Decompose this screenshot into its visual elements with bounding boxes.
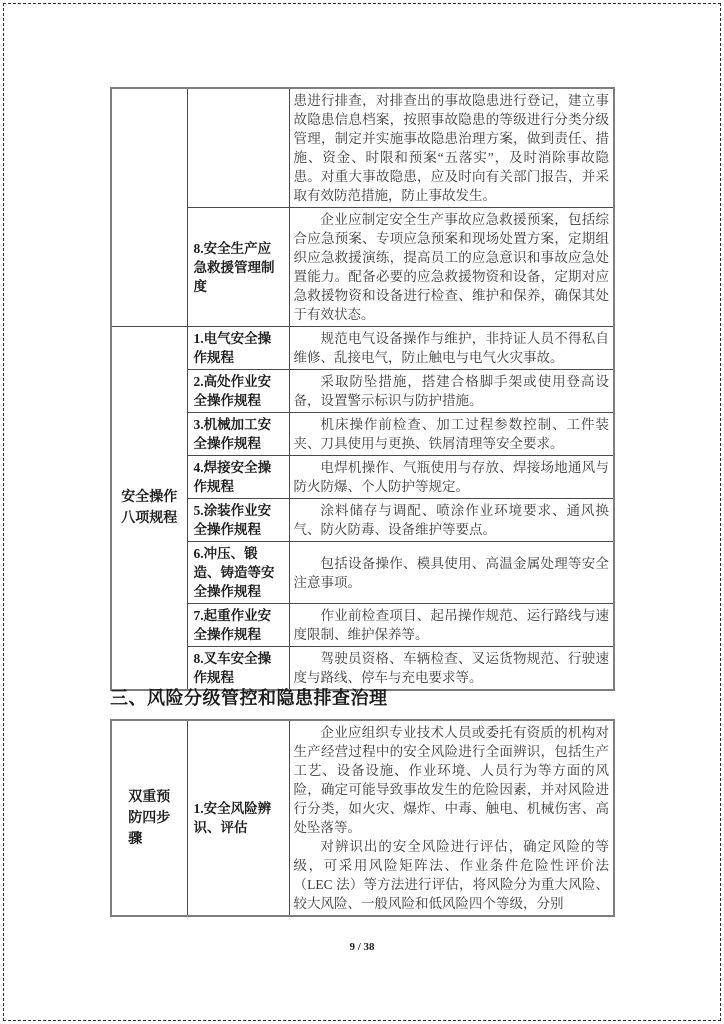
content-paragraph: 患进行排查，对排查出的事故隐患进行登记，建立事故隐患信息档案，按照事故隐患的等级进行分类分级管理，制定并实施事故隐患治理方案，做到责任、措施、资金、时限和预案“五落实”，及时消除事故隐患。对重大事故隐患，应及时向有关部门报告，并采取有效防范措施，防止事故发生。 — [293, 93, 609, 203]
category-cell-dual-prevention — [111, 720, 187, 916]
content-paragraph: 作业前检查项目、起吊操作规范、运行路线与速度限制、维护保养等。 — [293, 608, 609, 642]
content-paragraph: 企业应组织专业技术人员或委托有资质的机构对生产经营过程中的安全风险进行全面辨识，包括生产工艺、设备设施、作业环境、人员行为等方面的风险，确定可能导致事故发生的危险因素，并对风险进行分类，如火灾、爆炸、中毒、触电、机械伤害、高处坠落等。 — [293, 725, 609, 835]
item-content-cell — [289, 499, 614, 542]
item-content-cell — [289, 720, 614, 916]
management-systems-group — [111, 88, 614, 327]
table-row — [111, 456, 614, 499]
item-label-cell: 6.冲压、锻造、铸造等安全操作规程 — [187, 542, 289, 604]
item-label-cell: 1.电气安全操作规程 — [187, 327, 289, 370]
table-row — [111, 413, 614, 456]
item-label-cell: 2.高处作业安全操作规程 — [187, 370, 289, 413]
content-paragraph: 电焊机操作、气瓶使用与存放、焊接场地通风与防火防爆、个人防护等规定。 — [293, 460, 609, 494]
table-row — [111, 604, 614, 647]
item-content-cell — [289, 370, 614, 413]
item-label-cell: 5.涂装作业安全操作规程 — [187, 499, 289, 542]
item-label-cell-empty — [187, 88, 289, 208]
item-content-cell — [289, 413, 614, 456]
item-label-cell: 8.叉车安全操作规程 — [187, 647, 289, 691]
item-content-cell — [289, 327, 614, 370]
content-paragraph: 机床操作前检查、加工过程参数控制、工件装夹、刀具使用与更换、铁屑清理等安全要求。 — [293, 417, 609, 451]
dual-prevention-table — [110, 719, 615, 917]
item-content-cell — [289, 88, 614, 208]
content-paragraph: 采取防坠措施，搭建合格脚手架或使用登高设备，设置警示标识与防护措施。 — [293, 374, 609, 408]
page-number: 9 / 38 — [349, 941, 375, 953]
item-content-cell — [289, 604, 614, 647]
content-paragraph: 涂料储存与调配、喷涂作业环境要求、通风换气、防火防毒、设备维护等要点。 — [293, 503, 609, 537]
content-paragraph: 企业应制定安全生产事故应急救援预案，包括综合应急预案、专项应急预案和现场处置方案，定期组织应急救援演练，提高员工的应急意识和事故应急处置能力。配备必要的应急救援物资和设备，定期对应急救援物资和设备进行检查、维护和保养，确保其处于有效状态。 — [293, 212, 609, 322]
safety-management-table — [110, 87, 615, 691]
table-row — [111, 542, 614, 604]
item-label-cell: 3.机械加工安全操作规程 — [187, 413, 289, 456]
table-row — [111, 370, 614, 413]
category-label: 安全操作八项规程 — [121, 490, 178, 526]
item-label-cell: 7.起重作业安全操作规程 — [187, 604, 289, 647]
table-row — [111, 499, 614, 542]
item-label-cell: 8.安全生产应急救援管理制度 — [187, 208, 289, 327]
dual-prevention-group — [111, 720, 614, 916]
content-paragraph: 规范电气设备操作与维护，非持证人员不得私自维修、乱接电气，防止触电与电气火灾事故。 — [293, 331, 609, 365]
item-label-cell: 4.焊接安全操作规程 — [187, 456, 289, 499]
item-content-cell — [289, 542, 614, 604]
item-label-cell: 1.安全风险辨识、评估 — [187, 720, 289, 916]
category-cell-empty — [111, 88, 187, 327]
table-row — [111, 208, 614, 327]
section-heading: 三、风险分级管控和隐患排查治理 — [110, 688, 388, 708]
item-content-cell — [289, 456, 614, 499]
table-row — [111, 720, 614, 916]
table-row — [111, 88, 614, 208]
category-label: 双重预防四步骤 — [128, 789, 171, 847]
category-cell-eight-rules — [111, 327, 187, 691]
eight-rules-group — [111, 327, 614, 691]
item-content-cell — [289, 208, 614, 327]
content-paragraph: 包括设备操作、模具使用、高温金属处理等安全注意事项。 — [293, 555, 609, 590]
table-row — [111, 327, 614, 370]
content-paragraph: 驾驶员资格、车辆检查、叉运货物规范、行驶速度与路线、停车与充电要求等。 — [293, 651, 609, 685]
content-paragraph: 对辨识出的安全风险进行评估，确定风险的等级，可采用风险矩阵法、作业条件危险性评价法（LEC 法）等方法进行评估，将风险分为重大风险、较大风险、一般风险和低风险四个等级，分别 — [293, 839, 609, 911]
